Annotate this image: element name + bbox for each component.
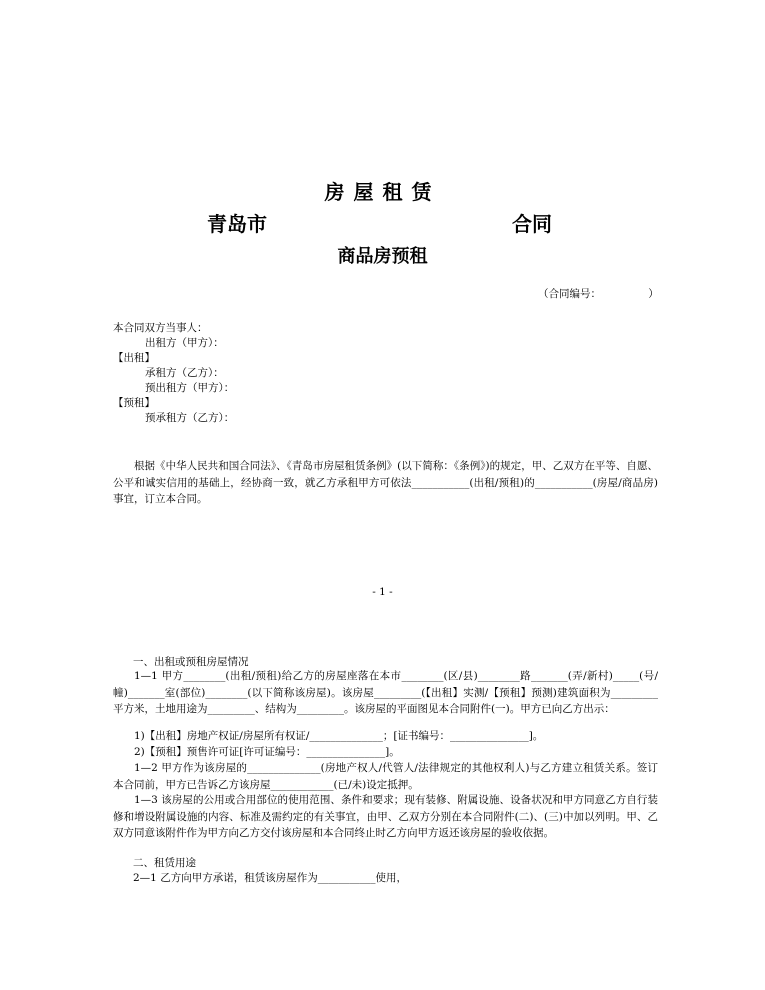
- clause-1-1-item-2: 2)【预租】预售许可证[许可证编号：_______________]。: [134, 746, 400, 758]
- lessee-label: 承租方（乙方）：: [145, 367, 224, 379]
- title-line-1: 房屋租赁: [324, 180, 441, 204]
- clause-1-3: 1—3 该房屋的公用或合用部位的使用范围、条件和要求；现有装修、附属设施、设备状况和甲方同意乙方自行装修和增设附属设施的内容、标准及需约定的有关事宜，由甲、乙双方分别在本合同附件(二)、(三)中加以列明。甲、乙双方同意该附件作为甲方向乙方交付该房屋和本合同终止时乙方向甲方返还该房屋的验收依据。: [113, 794, 658, 839]
- page-number: - 1 -: [372, 586, 393, 598]
- pre-lessee-label: 预承租方（乙方）：: [145, 412, 235, 424]
- lease-tag: 【出租】: [113, 352, 155, 364]
- pre-lessor-label: 预出租方（甲方）：: [145, 382, 235, 394]
- section-2-heading: 二、租赁用途: [133, 857, 196, 869]
- title-city: 青岛市: [207, 212, 267, 236]
- clause-1-1: 1—1 甲方________(出租/预租)给乙方的房屋座落在本市________(区/县)________路_______(弄/新村)_____(号/幢)_______室(部位)________(以下简称该房屋)。该房屋_________(【出租】实测/【预租】预测)建筑面积为_________平方米，土地用途为_________、结构为_________。该房屋的平面图见本合同附件(一)。甲方已向乙方出示：: [113, 670, 658, 715]
- pre-lease-tag: 【预租】: [113, 397, 155, 409]
- clause-1-1-item-1: 1)【出租】房地产权证/房屋所有权证/______________；[证书编号：_______________]。: [134, 730, 544, 742]
- title-contract: 合同: [512, 212, 552, 236]
- contract-number: （合同编号： ）: [538, 288, 659, 300]
- section-1-heading: 一、出租或预租房屋情况: [133, 656, 249, 668]
- preamble-paragraph: 根据《中华人民共和国合同法》、《青岛市房屋租赁条例》(以下简称：《条例》)的规定，甲、乙双方在平等、自愿、公平和诚实信用的基础上，经协商一致，就乙方承租甲方可依法___________(出租/预租)的___________(房屋/商品房)事宜，订立本合同。: [113, 460, 658, 505]
- parties-intro: 本合同双方当事人：: [113, 322, 208, 334]
- clause-2-1: 2—1 乙方向甲方承诺，租赁该房屋作为___________使用，: [133, 872, 407, 884]
- title-line-3: 商品房预租: [337, 246, 428, 267]
- lessor-label: 出租方（甲方）：: [145, 337, 224, 349]
- clause-1-2: 1—2 甲方作为该房屋的______________(房地产权人/代管人/法律规定的其他权利人)与乙方建立租赁关系。签订本合同前，甲方已告诉乙方该房屋____________(已/未)设定抵押。: [113, 762, 658, 791]
